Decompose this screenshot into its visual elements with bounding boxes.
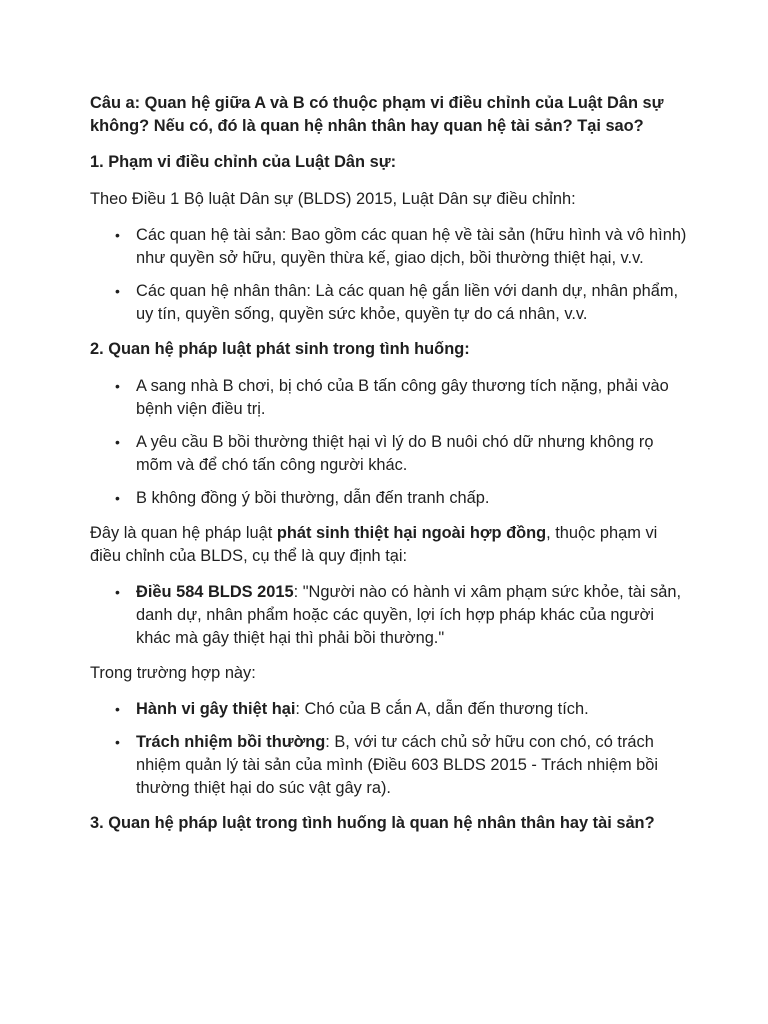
section-2-list <box>90 375 690 510</box>
document-page <box>90 92 690 849</box>
section-2-heading: 2. Quan hệ pháp luật phát sinh trong tình huống: <box>90 340 470 358</box>
list-item <box>90 731 690 800</box>
list-item <box>90 280 690 326</box>
bullet-icon: • <box>115 701 120 717</box>
list-item <box>90 487 690 510</box>
article-reference: Điều 584 BLDS 2015 <box>136 583 294 601</box>
article-quote: : "Người nào có hành vi xâm phạm sức khỏe, tài sản, danh dự, nhân phẩm hoặc các quyền, lợi ích hợp pháp khác của người khác mà gây thiệt hại thì phải bồi thường." <box>136 583 682 647</box>
bullet-icon: • <box>115 283 120 299</box>
list-item-text: Các quan hệ tài sản: Bao gồm các quan hệ về tài sản (hữu hình và vô hình) như quyền sở hữu, quyền thừa kế, giao dịch, bồi thường thiệt hại, v.v. <box>136 226 687 267</box>
case-intro: Trong trường hợp này: <box>90 664 256 682</box>
bullet-icon: • <box>115 378 120 394</box>
list-item <box>90 375 690 421</box>
section-3-heading: 3. Quan hệ pháp luật trong tình huống là quan hệ nhân thân hay tài sản? <box>90 814 655 832</box>
list-item-text: A yêu cầu B bồi thường thiệt hại vì lý do B nuôi chó dữ nhưng không rọ mõm và để chó tấn công người khác. <box>136 433 654 474</box>
list-item-text: Các quan hệ nhân thân: Là các quan hệ gắn liền với danh dự, nhân phẩm, uy tín, quyền sống, quyền sức khỏe, quyền tự do cá nhân, v.v. <box>136 282 679 323</box>
question-title: Câu a: Quan hệ giữa A và B có thuộc phạm vi điều chỉnh của Luật Dân sự không? Nếu có, đó là quan hệ nhân thân hay quan hệ tài sản? Tại sao? <box>90 94 664 135</box>
article-list <box>90 581 690 650</box>
bullet-icon: • <box>115 734 120 750</box>
paragraph-text: , thuộc phạm vi điều chỉnh của BLDS, cụ thể là quy định tại: <box>90 524 658 565</box>
section-1-intro: Theo Điều 1 Bộ luật Dân sự (BLDS) 2015, Luật Dân sự điều chỉnh: <box>90 190 576 208</box>
list-item-text: A sang nhà B chơi, bị chó của B tấn công gây thương tích nặng, phải vào bệnh viện điều trị. <box>136 377 669 418</box>
case-list <box>90 698 690 800</box>
section-1-list <box>90 224 690 326</box>
list-item <box>90 431 690 477</box>
list-item <box>90 224 690 270</box>
case-item-text: : Chó của B cắn A, dẫn đến thương tích. <box>295 700 589 718</box>
list-item-text: B không đồng ý bồi thường, dẫn đến tranh chấp. <box>136 489 490 507</box>
case-item-text: : B, với tư cách chủ sở hữu con chó, có trách nhiệm quản lý tài sản của mình (Điều 603 BLDS 2015 - Trách nhiệm bồi thường thiệt hại do súc vật gây ra). <box>136 733 659 797</box>
case-item-label: Trách nhiệm bồi thường <box>136 733 326 751</box>
paragraph-emphasis: phát sinh thiệt hại ngoài hợp đồng <box>276 524 547 542</box>
bullet-icon: • <box>115 490 120 506</box>
list-item <box>90 581 690 650</box>
bullet-icon: • <box>115 434 120 450</box>
bullet-icon: • <box>115 227 120 243</box>
bullet-icon: • <box>115 584 120 600</box>
section-1-heading: 1. Phạm vi điều chỉnh của Luật Dân sự: <box>90 153 397 171</box>
list-item <box>90 698 690 721</box>
paragraph-text: Đây là quan hệ pháp luật <box>90 524 277 542</box>
case-item-label: Hành vi gây thiệt hại <box>136 700 296 718</box>
liability-paragraph <box>90 522 690 568</box>
